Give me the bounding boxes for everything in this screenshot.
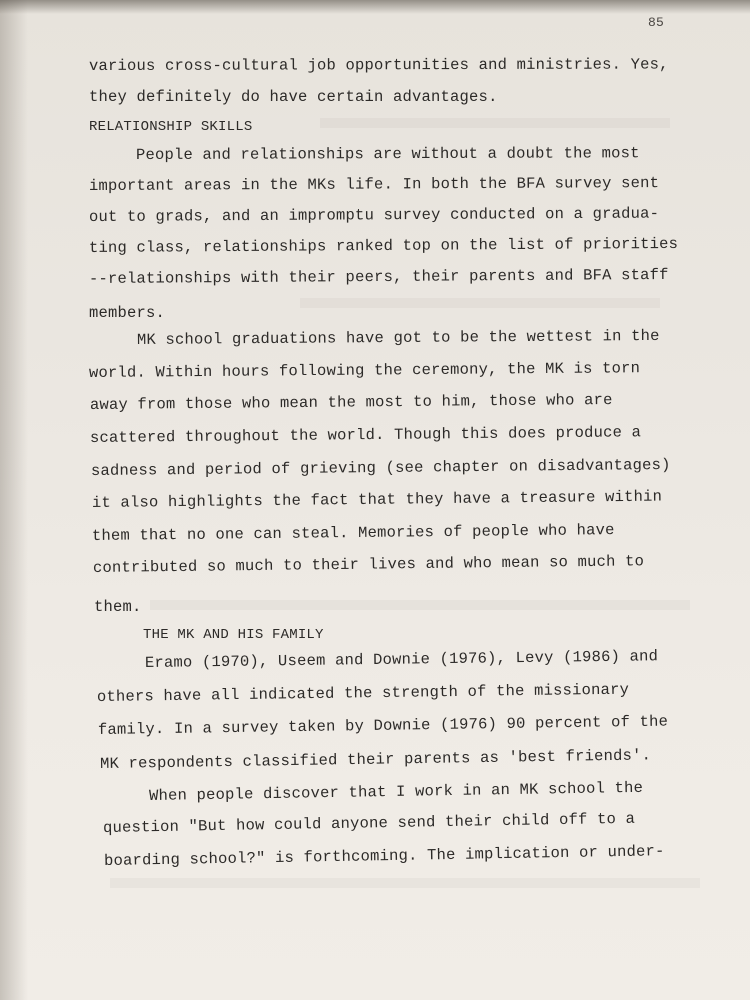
bleed-through-mark <box>150 600 690 610</box>
text-line: ting class, relationships ranked top on the list of priorities <box>88 234 679 257</box>
text-line: question "But how could anyone send their child off to a <box>102 809 636 837</box>
text-line: them. <box>94 598 142 616</box>
text-line: important areas in the MKs life. In both the BFA survey sent <box>88 174 660 195</box>
text-line: MK respondents classified their parents as 'best friends'. <box>99 746 652 773</box>
text-line: it also highlights the fact that they have a treasure within <box>91 487 663 512</box>
text-line: members. <box>89 304 166 322</box>
text-line: world. Within hours following the ceremony, the MK is torn <box>88 359 641 382</box>
text-line: away from those who mean the most to him, those who are <box>89 390 613 414</box>
text-line: them that no one can steal. Memories of people who have <box>91 521 615 545</box>
page-number: 85 <box>648 15 665 30</box>
bleed-through-mark <box>300 298 660 308</box>
text-line: MK school graduations have got to be the wettest in the <box>136 326 660 349</box>
text-line: People and relationships are without a doubt the most <box>135 144 640 164</box>
bleed-through-mark <box>110 878 700 888</box>
section-heading: RELATIONSHIP SKILLS <box>89 119 253 135</box>
text-line: family. In a survey taken by Downie (1976) 90 percent of the <box>97 712 669 739</box>
page-shadow-top <box>0 0 750 14</box>
text-line: boarding school?" is forthcoming. The implication or under- <box>103 842 665 870</box>
text-line: out to grads, and an impromptu survey conducted on a gradua- <box>88 204 660 226</box>
text-line: When people discover that I work in an MK school the <box>148 778 644 805</box>
bleed-through-mark <box>320 118 670 128</box>
text-line: scattered throughout the world. Though this does produce a <box>89 423 642 447</box>
section-heading: THE MK AND HIS FAMILY <box>143 627 324 643</box>
text-line: --relationships with their peers, their parents and BFA staff <box>88 265 669 288</box>
text-line: Eramo (1970), Useem and Downie (1976), Levy (1986) and <box>144 647 659 672</box>
text-line: others have all indicated the strength of the missionary <box>96 680 630 706</box>
text-line: contributed so much to their lives and who mean so much to <box>92 552 645 577</box>
text-line: they definitely do have certain advantages. <box>89 88 498 106</box>
text-line: various cross-cultural job opportunities and ministries. Yes, <box>88 55 669 75</box>
page-shadow-left <box>0 0 28 1000</box>
text-line: sadness and period of grieving (see chapter on disadvantages) <box>90 455 671 480</box>
